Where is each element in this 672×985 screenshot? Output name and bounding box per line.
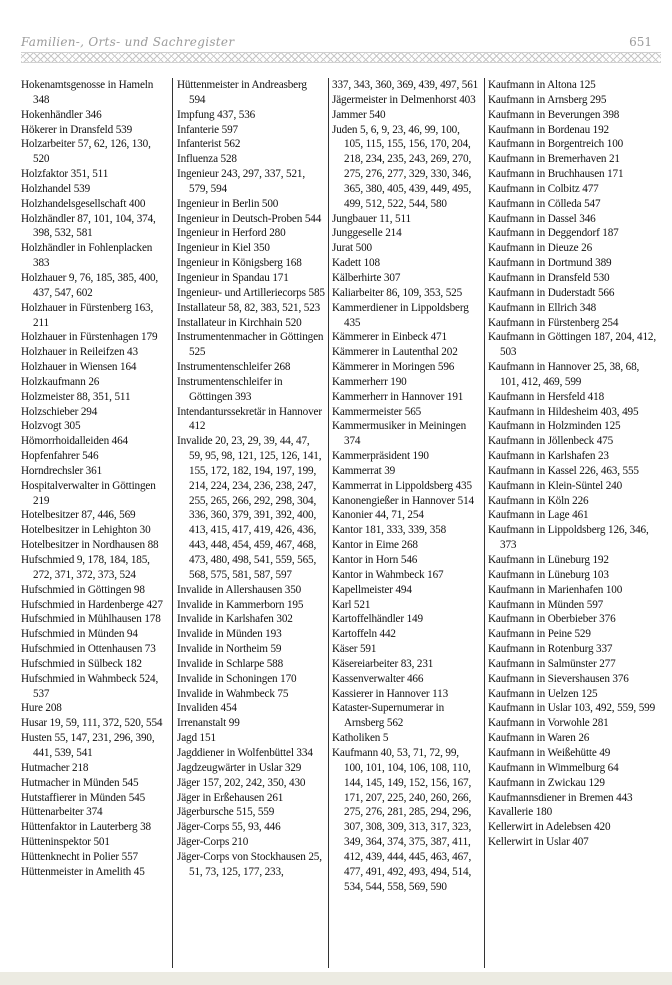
page-number: 651 (629, 35, 652, 49)
index-entry: Kaufmann in Göttingen 187, 204, 412, 503 (488, 331, 656, 359)
index-entry: Kantor in Horn 546 (332, 554, 418, 566)
index-entry: Ingenieur in Königsberg 168 (177, 257, 302, 270)
index-entry: Hutmacher in Münden 545 (21, 776, 139, 789)
index-entry: Hotelbesitzer in Nordhausen 88 (21, 539, 159, 552)
index-entry: Hufschmied in Ottenhausen 73 (21, 643, 156, 656)
index-entry: Holzhändler 87, 101, 104, 374, 398, 532, 581 (21, 212, 156, 240)
index-entry: Kammerdiener in Lippoldsberg 435 (332, 301, 469, 329)
index-entry: Kassierer in Hannover 113 (332, 687, 449, 700)
index-entry: Jagd 151 (177, 732, 216, 745)
index-entry: Junggeselle 214 (332, 227, 402, 240)
index-entry: Hure 208 (21, 702, 62, 715)
index-entry: Kaufmann in Hannover 25, 38, 68, 101, 412, 469, 599 (488, 361, 640, 388)
index-entry: Kammermeister 565 (332, 405, 422, 418)
index-entry: Kassenverwalter 466 (332, 672, 424, 685)
index-entry: Kaufmann in Borgentreich 100 (488, 138, 624, 151)
column-divider (484, 78, 485, 968)
index-entry: Kantor in Eime 268 (332, 539, 418, 552)
index-entry: Kapellmeister 494 (332, 583, 412, 596)
index-entry: Jagdzeugwärter in Uslar 329 (177, 761, 302, 774)
index-entry: Horndrechsler 361 (21, 464, 103, 477)
index-entry: Kaufmann in Salmünster 277 (488, 657, 616, 670)
index-entry: Hufschmied in Münden 94 (21, 628, 138, 641)
index-entry: Invalide in Northeim 59 (177, 643, 282, 656)
index-entry: Kammermusiker in Meiningen 374 (332, 420, 467, 448)
index-column-1 (21, 78, 169, 968)
index-entry: Hüttenfaktor in Lauterberg 38 (21, 821, 151, 834)
index-entry: Kellerwirt in Uslar 407 (488, 836, 589, 849)
index-entry: Holzhändler in Fohlenplacken 383 (21, 242, 153, 270)
index-entry: Hufschmied in Göttingen 98 (21, 583, 145, 596)
index-entry: Kaufmann in Weißehütte 49 (488, 746, 611, 759)
index-columns (21, 78, 661, 968)
index-entry: Hutmacher 218 (21, 761, 89, 774)
index-entry: Holzarbeiter 57, 62, 126, 130, 520 (21, 138, 151, 166)
index-entry: Kaufmann in Kassel 226, 463, 555 (488, 464, 639, 477)
index-entry: Kantor in Wahmbeck 167 (332, 568, 444, 581)
index-entry: Jungbauer 11, 511 (332, 212, 411, 225)
index-entry: Hökerer in Dransfeld 539 (21, 123, 133, 136)
index-entry: Installateur 58, 82, 383, 521, 523 (177, 301, 321, 314)
index-entry: Holzhauer in Wiensen 164 (21, 361, 137, 374)
index-entry: Kaufmann in Arnsberg 295 (488, 93, 607, 106)
index-entry: Intendanturssekretär in Hannover 412 (177, 405, 322, 433)
index-entry: Kaufmann in Jöllenbeck 475 (488, 435, 614, 448)
index-entry: Kanonier 44, 71, 254 (332, 509, 424, 522)
index-entry: Installateur in Kirchhain 520 (177, 316, 302, 329)
index-entry: Hokenamtsgenosse in Hameln 348 (21, 79, 154, 106)
index-entry: Kaufmann in Beverungen 398 (488, 108, 620, 121)
index-entry: Infanterist 562 (177, 138, 241, 151)
index-entry: Jägermeister in Delmenhorst 403 (332, 93, 476, 106)
index-entry: Instrumentenmacher in Göttingen 525 (177, 331, 324, 359)
index-entry: Ingenieur in Deutsch-Proben 544 (177, 212, 322, 225)
index-entry: Kaufmann in Duderstadt 566 (488, 286, 615, 299)
index-entry: Invalide 20, 23, 29, 39, 44, 47, 59, 95, 98, 121, 125, 126, 141, 155, 172, 182, 194, 197, 199, 214, 224, 234, 236, 238, 247, 255, 265, 266, 292, 298, 304, 336, 360, 379, 391, 392, 400, 413, 415, 417, 419, 426, 436, 443, 448, 454, 459, 467, 468, 473, 480, 498, 541, 559, 565, 568, 575, 581, 587, 597 (177, 435, 322, 581)
index-entry: Kaufmann in Uslar 103, 492, 559, 599 (488, 702, 656, 715)
index-entry: Kaufmann in Dieuze 26 (488, 242, 593, 255)
index-entry: Holzschieber 294 (21, 405, 98, 418)
index-entry: Holzhauer in Fürstenberg 163, 211 (21, 301, 154, 329)
index-entry: Kaufmann in Lüneburg 192 (488, 554, 609, 566)
index-entry: Kaufmann in Peine 529 (488, 628, 591, 641)
decorative-border (21, 52, 661, 63)
index-entry: Kaufmann in Deggendorf 187 (488, 227, 619, 240)
index-entry: Kaufmann 40, 53, 71, 72, 99, 100, 101, 104, 106, 108, 110, 144, 145, 149, 152, 156, 167, 171, 207, 225, 240, 260, 266, 275, 276, 281, 285, 294, 296, 307, 308, 309, 313, 317, 323, 349, 364, 374, 375, 387, 411, 412, 439, 444, 445, 463, 467, 477, 491, 492, 493, 494, 514, 534, 544, 558, 569, 590 (332, 746, 472, 893)
index-entry: Kaufmann in Vorwohle 281 (488, 717, 609, 730)
index-entry: Kaufmann in Rotenburg 337 (488, 643, 613, 656)
index-entry: Kaufmann in Wimmelburg 64 (488, 761, 619, 774)
index-entry: Holzhauer 9, 76, 185, 385, 400, 437, 547, 602 (21, 271, 159, 299)
index-entry: Juden 5, 6, 9, 23, 46, 99, 100, 105, 115, 155, 156, 170, 204, 218, 234, 235, 243, 269, 270, 275, 276, 277, 329, 330, 346, 365, 380, 405, 439, 449, 495, 499, 512, 522, 544, 580 (332, 123, 472, 210)
index-entry: Kammerpräsident 190 (332, 450, 429, 463)
index-entry: Kaufmann in Lüneburg 103 (488, 568, 609, 581)
index-entry: Hufschmied in Sülbeck 182 (21, 657, 142, 670)
index-entry: Kaufmann in Dransfeld 530 (488, 271, 610, 284)
index-entry: Ingenieur 243, 297, 337, 521, 579, 594 (177, 168, 306, 195)
index-entry: Kaufmann in Uelzen 125 (488, 687, 598, 700)
index-entry: Hufschmied in Wahmbeck 524, 537 (21, 672, 159, 700)
running-title: Familien-, Orts- und Sachregister (21, 35, 235, 49)
index-entry: Kaufmann in Dassel 346 (488, 212, 596, 225)
index-entry: Holzhandelsgesellschaft 400 (21, 197, 146, 210)
index-entry: Kavallerie 180 (488, 806, 553, 819)
index-entry: Kaufmann in Marienhafen 100 (488, 583, 623, 596)
index-entry: Kaufmann in Colbitz 477 (488, 182, 599, 195)
index-entry: Invalide in Wahmbeck 75 (177, 687, 289, 700)
index-column-4 (488, 78, 658, 968)
index-entry: Kaufmann in Dortmund 389 (488, 257, 612, 270)
page-bottom-edge (0, 972, 672, 985)
index-entry: Hufschmied 9, 178, 184, 185, 272, 371, 372, 373, 524 (21, 554, 150, 581)
index-entry: Kaufmann in Lippoldsberg 126, 346, 373 (488, 524, 649, 552)
index-entry: Holzkaufmann 26 (21, 375, 100, 388)
index-entry: Kaufmann in Bordenau 192 (488, 123, 609, 136)
index-entry: Jäger-Corps von Stockhausen 25, 51, 73, 125, 177, 233, (177, 850, 322, 878)
index-entry: Kaufmannsdiener in Bremen 443 (488, 791, 633, 804)
index-entry: Kanonengießer in Hannover 514 (332, 494, 474, 507)
index-entry: Husar 19, 59, 111, 372, 520, 554 (21, 717, 163, 730)
index-entry: Instrumentenschleifer 268 (177, 361, 291, 374)
index-entry: Kaufmann in Hildesheim 403, 495 (488, 405, 639, 418)
index-entry: Influenza 528 (177, 153, 237, 166)
index-entry: Hotelbesitzer 87, 446, 569 (21, 509, 136, 522)
index-entry: Hütteninspektor 501 (21, 836, 110, 849)
index-entry: Holzhauer in Fürstenhagen 179 (21, 331, 158, 344)
index-entry: Kämmerer in Moringen 596 (332, 361, 455, 374)
index-entry: Hufschmied in Mühlhausen 178 (21, 613, 161, 626)
index-entry: Katholiken 5 (332, 732, 389, 745)
index-entry: Kaufmann in Hersfeld 418 (488, 390, 605, 403)
index-entry: Invalide in Münden 193 (177, 628, 282, 641)
column-divider (328, 78, 329, 968)
index-entry: Kaufmann in Altona 125 (488, 79, 596, 91)
index-entry: Jäger-Corps 55, 93, 446 (177, 821, 281, 834)
index-entry: Kammerrat in Lippoldsberg 435 (332, 479, 472, 492)
index-entry: Holzhauer in Reileifzen 43 (21, 346, 138, 359)
index-entry: Kaufmann in Bruchhausen 171 (488, 168, 624, 181)
index-entry: Jammer 540 (332, 108, 386, 121)
index-entry: Hutstaffierer in Münden 545 (21, 791, 146, 804)
index-entry: Hospitalverwalter in Göttingen 219 (21, 479, 156, 507)
index-entry: Kaufmann in Lage 461 (488, 509, 589, 522)
index-entry: Karl 521 (332, 598, 371, 611)
index-entry: Invalide in Karlshafen 302 (177, 613, 293, 626)
index-entry: Holzhandel 539 (21, 182, 91, 195)
index-entry: Kaufmann in Waren 26 (488, 732, 590, 745)
index-entry: Kaufmann in Cölleda 547 (488, 197, 601, 210)
index-entry: Kaufmann in Sievershausen 376 (488, 672, 629, 685)
index-entry: Kaufmann in Köln 226 (488, 494, 589, 507)
index-entry: Kammerrat 39 (332, 464, 396, 477)
index-entry: Kaufmann in Bremerhaven 21 (488, 153, 620, 166)
index-entry: Ingenieur in Spandau 171 (177, 271, 289, 284)
index-entry: Kellerwirt in Adelebsen 420 (488, 821, 611, 834)
index-entry: Kaufmann in Oberbieber 376 (488, 613, 616, 626)
index-entry: Kaufmann in Klein-Süntel 240 (488, 479, 623, 492)
index-entry: Kaufmann in Holzminden 125 (488, 420, 621, 433)
index-column-3 (332, 78, 480, 968)
index-entry: Husten 55, 147, 231, 296, 390, 441, 539, 541 (21, 732, 155, 759)
index-entry: Kammerherr 190 (332, 375, 407, 388)
index-entry: Invalide in Schoningen 170 (177, 672, 297, 685)
index-entry: Hokenhändler 346 (21, 108, 102, 121)
index-entry: Hüttenmeister in Andreasberg 594 (177, 79, 307, 106)
index-entry: Ingenieur in Herford 280 (177, 227, 286, 240)
running-header (21, 35, 652, 51)
index-entry: Kartoffelhändler 149 (332, 613, 423, 626)
index-entry: Holzmeister 88, 351, 511 (21, 390, 131, 403)
index-entry: Käser 591 (332, 643, 377, 656)
index-entry: Holzvogt 305 (21, 420, 81, 433)
index-entry: Invalide in Allershausen 350 (177, 583, 302, 596)
index-entry: Kaufmann in Karlshafen 23 (488, 450, 609, 463)
index-entry: Hüttenknecht in Polier 557 (21, 850, 138, 863)
index-entry: Ingenieur- und Artilleriecorps 585 (177, 286, 325, 299)
index-entry: Hufschmied in Hardenberge 427 (21, 598, 163, 611)
index-entry: Jägerbursche 515, 559 (177, 806, 275, 819)
index-entry: Jäger 157, 202, 242, 350, 430 (177, 776, 306, 789)
index-entry: Instrumentenschleifer in Göttingen 393 (177, 375, 283, 403)
index-column-2 (177, 78, 325, 968)
index-entry: Kaufmann in Ellrich 348 (488, 301, 597, 314)
index-entry: Kämmerer in Lautenthal 202 (332, 346, 458, 359)
index-entry: Ingenieur in Berlin 500 (177, 197, 279, 210)
index-entry: Hotelbesitzer in Lehighton 30 (21, 524, 151, 537)
index-entry: Kaufmann in Münden 597 (488, 598, 604, 611)
index-entry: Jagddiener in Wolfenbüttel 334 (177, 746, 313, 759)
index-entry: Jurat 500 (332, 242, 372, 255)
index-entry: Hüttenarbeiter 374 (21, 806, 103, 819)
index-entry: Kaufmann in Fürstenberg 254 (488, 316, 619, 329)
index-entry: Käsereiarbeiter 83, 231 (332, 657, 434, 670)
index-entry: Infanterie 597 (177, 123, 238, 136)
index-entry: 337, 343, 360, 369, 439, 497, 561 (332, 79, 479, 91)
index-entry: Hopfenfahrer 546 (21, 450, 99, 463)
index-entry: Impfung 437, 536 (177, 108, 256, 121)
index-entry: Kaufmann in Zwickau 129 (488, 776, 605, 789)
index-entry: Irrenanstalt 99 (177, 717, 240, 730)
index-entry: Kammerherr in Hannover 191 (332, 390, 464, 403)
index-entry: Kaliarbeiter 86, 109, 353, 525 (332, 286, 463, 299)
index-entry: Kataster-Supernumerar in Arnsberg 562 (332, 702, 445, 730)
index-entry: Kälberhirte 307 (332, 271, 401, 284)
column-divider (172, 78, 173, 968)
index-entry: Kadett 108 (332, 257, 380, 270)
index-entry: Kartoffeln 442 (332, 628, 396, 641)
index-entry: Ingenieur in Kiel 350 (177, 242, 270, 255)
index-entry: Invalide in Schlarpe 588 (177, 657, 284, 670)
index-entry: Kämmerer in Einbeck 471 (332, 331, 447, 344)
index-entry: Kantor 181, 333, 339, 358 (332, 524, 447, 537)
index-entry: Invalide in Kammerborn 195 (177, 598, 304, 611)
index-entry: Invaliden 454 (177, 702, 237, 715)
index-entry: Jäger in Erßehausen 261 (177, 791, 284, 804)
index-entry: Hüttenmeister in Amelith 45 (21, 865, 145, 878)
index-entry: Holzfaktor 351, 511 (21, 168, 109, 181)
index-entry: Jäger-Corps 210 (177, 836, 249, 849)
index-entry: Hömorrhoidalleiden 464 (21, 435, 128, 448)
